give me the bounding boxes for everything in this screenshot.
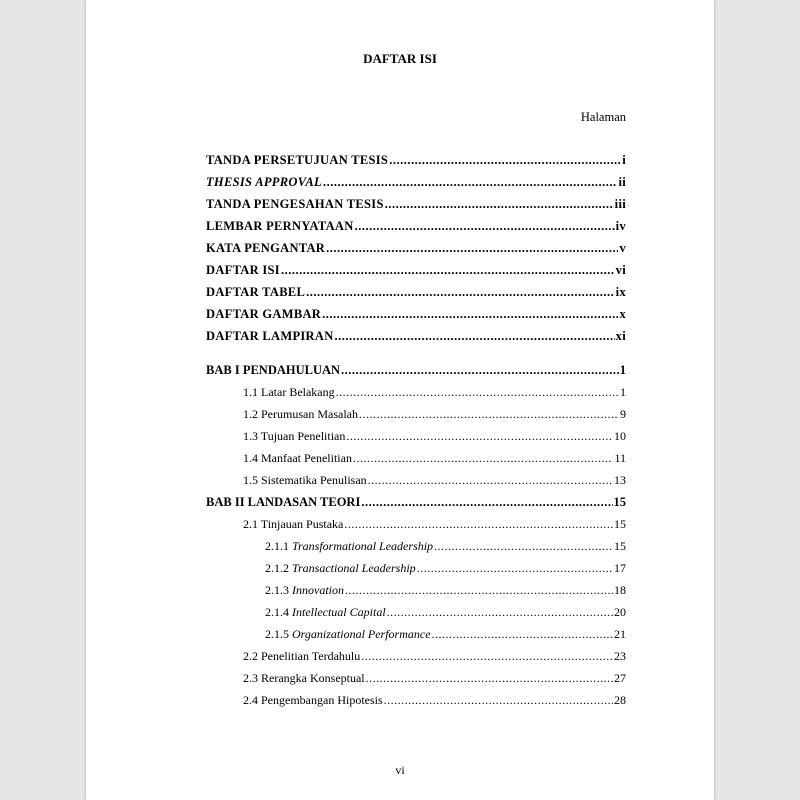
toc-entry-label: BAB I PENDAHULUAN <box>206 363 341 377</box>
dot-leader <box>387 601 613 623</box>
toc-entry-number: 2.2 <box>243 649 258 663</box>
dot-leader <box>355 215 615 237</box>
toc-entry-label: DAFTAR LAMPIRAN <box>206 329 334 343</box>
dot-leader <box>341 359 619 381</box>
toc-entry-number: 2.1.4 <box>265 605 289 619</box>
toc-entry-label <box>243 447 352 469</box>
toc-entry-label: TANDA PERSETUJUAN TESIS <box>206 153 389 167</box>
toc-entry-label <box>243 513 343 535</box>
toc-entry-label <box>243 381 335 403</box>
toc-entry <box>206 259 626 281</box>
toc-entry-number: 2.4 <box>243 693 258 707</box>
toc-entry <box>206 513 626 535</box>
dot-leader <box>345 579 613 601</box>
dot-leader <box>389 149 621 171</box>
toc-entry-title: Organizational Performance <box>292 627 431 641</box>
dot-leader <box>384 689 613 711</box>
toc-entry-page: 27 <box>614 671 626 685</box>
toc-entry-title: Sistematika Penulisan <box>261 473 367 487</box>
toc-entry-page: 17 <box>614 561 626 575</box>
toc-entry-label: DAFTAR GAMBAR <box>206 307 322 321</box>
toc-entry-number: 2.1.3 <box>265 583 289 597</box>
toc-entry <box>206 667 626 689</box>
toc-entry-label <box>265 557 416 579</box>
dot-leader <box>326 237 618 259</box>
toc-entry <box>206 359 626 381</box>
dot-leader <box>323 171 617 193</box>
dot-leader <box>432 623 613 645</box>
toc-entry-number: 2.1.1 <box>265 539 289 553</box>
toc-entry-label <box>265 623 431 645</box>
toc-entry <box>206 535 626 557</box>
toc-entry-label: TANDA PENGESAHAN TESIS <box>206 197 384 211</box>
toc-entry-page: 1 <box>620 385 626 399</box>
toc-entry <box>206 193 626 215</box>
document-page <box>86 0 714 800</box>
toc-entry-page: iii <box>614 197 626 211</box>
toc-entry-title: Perumusan Masalah <box>261 407 358 421</box>
toc-entry <box>206 215 626 237</box>
toc-entry-label <box>243 645 360 667</box>
toc-entry <box>206 689 626 711</box>
toc-entry-page: 9 <box>620 407 626 421</box>
toc-entry-title: Pengembangan Hipotesis <box>261 693 383 707</box>
toc-entry-label <box>243 425 345 447</box>
toc-entry-label <box>265 535 433 557</box>
toc-entry-label <box>265 579 344 601</box>
toc-entry-page: v <box>619 241 626 255</box>
toc-entry <box>206 381 626 403</box>
toc-entry <box>206 303 626 325</box>
toc-entry <box>206 237 626 259</box>
toc-entry <box>206 425 626 447</box>
toc-entry-label: BAB II LANDASAN TEORI <box>206 495 361 509</box>
toc-entry-title: Tujuan Penelitian <box>260 429 346 443</box>
toc-entry-page: ii <box>618 175 626 189</box>
toc-entry-page: 28 <box>614 693 626 707</box>
toc-entry-page: xi <box>615 329 626 343</box>
toc-entry-page: 1 <box>619 363 626 377</box>
toc-entry-label: DAFTAR ISI <box>206 263 280 277</box>
page-title: DAFTAR ISI <box>363 51 437 66</box>
dot-leader <box>361 491 612 513</box>
toc-entry-label: LEMBAR PERNYATAAN <box>206 219 354 233</box>
toc-entry <box>206 469 626 491</box>
toc-entry-title: Tinjauan Pustaka <box>260 517 344 531</box>
toc-entry <box>206 149 626 171</box>
dot-leader <box>335 325 615 347</box>
toc-entry-label <box>243 403 358 425</box>
toc-entry-title: Manfaat Penelitian <box>261 451 352 465</box>
toc-entry-title: Intellectual Capital <box>292 605 386 619</box>
toc-entry-label: THESIS APPROVAL <box>206 175 322 189</box>
toc-entry-label <box>243 667 365 689</box>
toc-entry-number: 2.1.5 <box>265 627 289 641</box>
toc-entry <box>206 623 626 645</box>
toc-entry <box>206 325 626 347</box>
page-number: vi <box>395 763 405 777</box>
chapter-list <box>206 359 626 711</box>
toc-entry-page: 11 <box>614 451 626 465</box>
toc-entry-label: KATA PENGANTAR <box>206 241 326 255</box>
toc-entry <box>206 579 626 601</box>
toc-entry-number: 1.4 <box>243 451 258 465</box>
toc-entry-title: Innovation <box>292 583 344 597</box>
toc-entry-number: 1.3 <box>243 429 258 443</box>
dot-leader <box>353 447 613 469</box>
toc-entry-number: 1.1 <box>243 385 258 399</box>
dot-leader <box>366 667 613 689</box>
front-matter-list <box>206 149 626 347</box>
dot-leader <box>359 403 619 425</box>
dot-leader <box>385 193 614 215</box>
dot-leader <box>306 281 615 303</box>
toc-entry-page: 15 <box>614 517 626 531</box>
toc-entry <box>206 645 626 667</box>
toc-entry-label <box>243 469 367 491</box>
dot-leader <box>417 557 613 579</box>
toc-entry <box>206 171 626 193</box>
dot-leader <box>322 303 618 325</box>
toc-entry-page: 10 <box>614 429 626 443</box>
dot-leader <box>368 469 613 491</box>
toc-entry-page: ix <box>615 285 626 299</box>
toc-entry-page: x <box>619 307 626 321</box>
toc-entry-page: 15 <box>613 495 626 509</box>
toc-entry-page: vi <box>615 263 626 277</box>
toc-entry-title: Latar Belakang <box>261 385 335 399</box>
dot-leader <box>346 425 613 447</box>
dot-leader <box>361 645 613 667</box>
toc-entry-page: i <box>622 153 626 167</box>
toc-entry-title: Transformational Leadership <box>292 539 434 553</box>
toc-entry-label <box>243 689 383 711</box>
toc-entry-title: Penelitian Terdahulu <box>261 649 361 663</box>
toc-entry-number: 2.1.2 <box>265 561 289 575</box>
toc-entry <box>206 557 626 579</box>
halaman-label: Halaman <box>580 110 626 124</box>
toc-entry-number: 2.3 <box>243 671 258 685</box>
toc-entry <box>206 491 626 513</box>
dot-leader <box>336 381 619 403</box>
toc-entry-label: DAFTAR TABEL <box>206 285 306 299</box>
dot-leader <box>344 513 613 535</box>
toc-entry-page: 18 <box>614 583 626 597</box>
toc-entry-number: 1.5 <box>243 473 258 487</box>
toc-entry <box>206 447 626 469</box>
dot-leader <box>281 259 615 281</box>
toc-entry-page: 21 <box>614 627 626 641</box>
toc-entry <box>206 403 626 425</box>
toc-entry <box>206 281 626 303</box>
toc-entry <box>206 601 626 623</box>
toc-entry-number: 1.2 <box>243 407 258 421</box>
toc-entry-page: 13 <box>614 473 626 487</box>
toc-entry-label <box>265 601 386 623</box>
toc-entry-page: 20 <box>614 605 626 619</box>
dot-leader <box>434 535 613 557</box>
toc-entry-number: 2.1 <box>243 517 258 531</box>
toc-entry-page: iv <box>615 219 626 233</box>
toc-entry-title: Transactional Leadership <box>292 561 416 575</box>
toc-entry-title: Rerangka Konseptual <box>261 671 365 685</box>
toc-entry-page: 15 <box>614 539 626 553</box>
toc-entry-page: 23 <box>614 649 626 663</box>
